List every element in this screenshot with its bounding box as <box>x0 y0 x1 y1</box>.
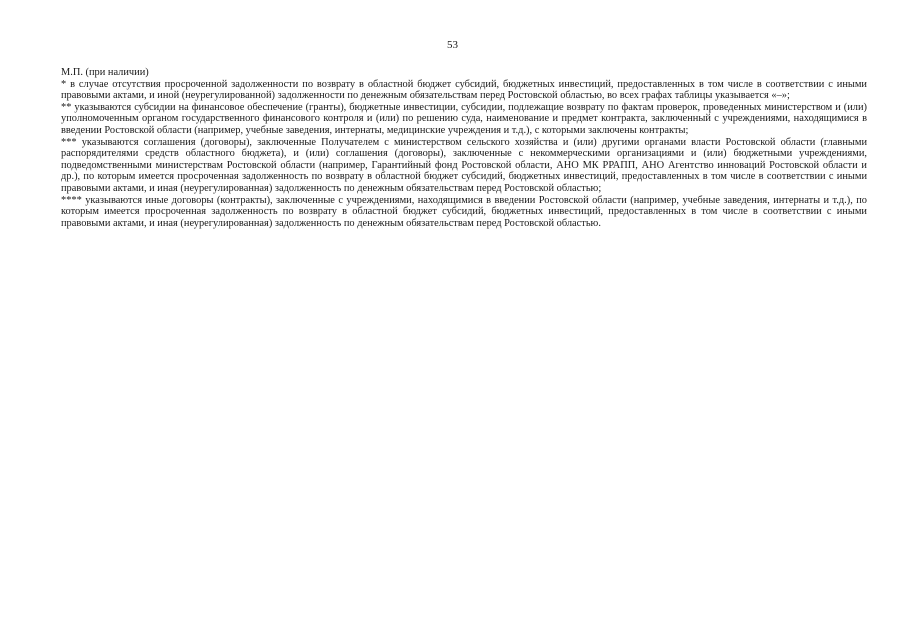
stamp-note: М.П. (при наличии) <box>61 67 149 78</box>
footnote-4: **** указываются иные договоры (контракты), заключенные с учреждениями, находящимися в введении Ростовской области (например, учебные заведения, интернаты и т.д.), по которым имеется просроченная задолженность по возврату в областной бюджет субсидий, бюджетных инвестиций, предоставленных в том числе в соответствии с иными правовыми актами, и иная (неурегулированная) задолженность по денежным обязательствам перед Ростовской областью. <box>61 194 867 229</box>
footnote-3: *** указываются соглашения (договоры), заключенные Получателем с министерством сельского хозяйства и (или) другими органами власти Ростовской области (главными распорядителями средств областного бюджета), и (или) соглашения (договоры), заключенные с некоммерческими организациями и (или) бюджетными учреждениями, подведомственными министерствам Ростовской области (например, Гарантийный фонд Ростовской области, АНО МК РРАПП, АНО Агентство инноваций Ростовской области и др.), по которым имеется просроченная задолженность по возврату в областной бюджет субсидий, бюджетных инвестиций, предоставленных в том числе в соответствии с иными правовыми актами, и иная (неурегулированная) задолженность по денежным обязательствам перед Ростовской областью; <box>61 136 867 194</box>
footnote-2: ** указываются субсидии на финансовое обеспечение (гранты), бюджетные инвестиции, субсидии, подлежащие возврату по фактам проверок, проведенных министерством и (или) уполномоченным органом государственного финансового контроля и (или) по решению суда, наименование и предмет контракта, заключенный с учреждениями, находящимися в введении Ростовской области (например, учебные заведения, интернаты, медицинские учреждения и т.д.), с которыми заключены контракты; <box>61 101 867 136</box>
footnotes-section <box>61 67 867 229</box>
page-number: 53 <box>447 39 458 51</box>
footnote-1: * в случае отсутствия просроченной задолженности по возврату в областной бюджет субсидий, бюджетных инвестиций, предоставленных в том числе в соответствии с иными правовыми актами, и иной (неурегулированной) задолженности по денежным обязательствам перед Ростовской областью, во всех графах таблицы указывается «–»; <box>61 78 867 102</box>
